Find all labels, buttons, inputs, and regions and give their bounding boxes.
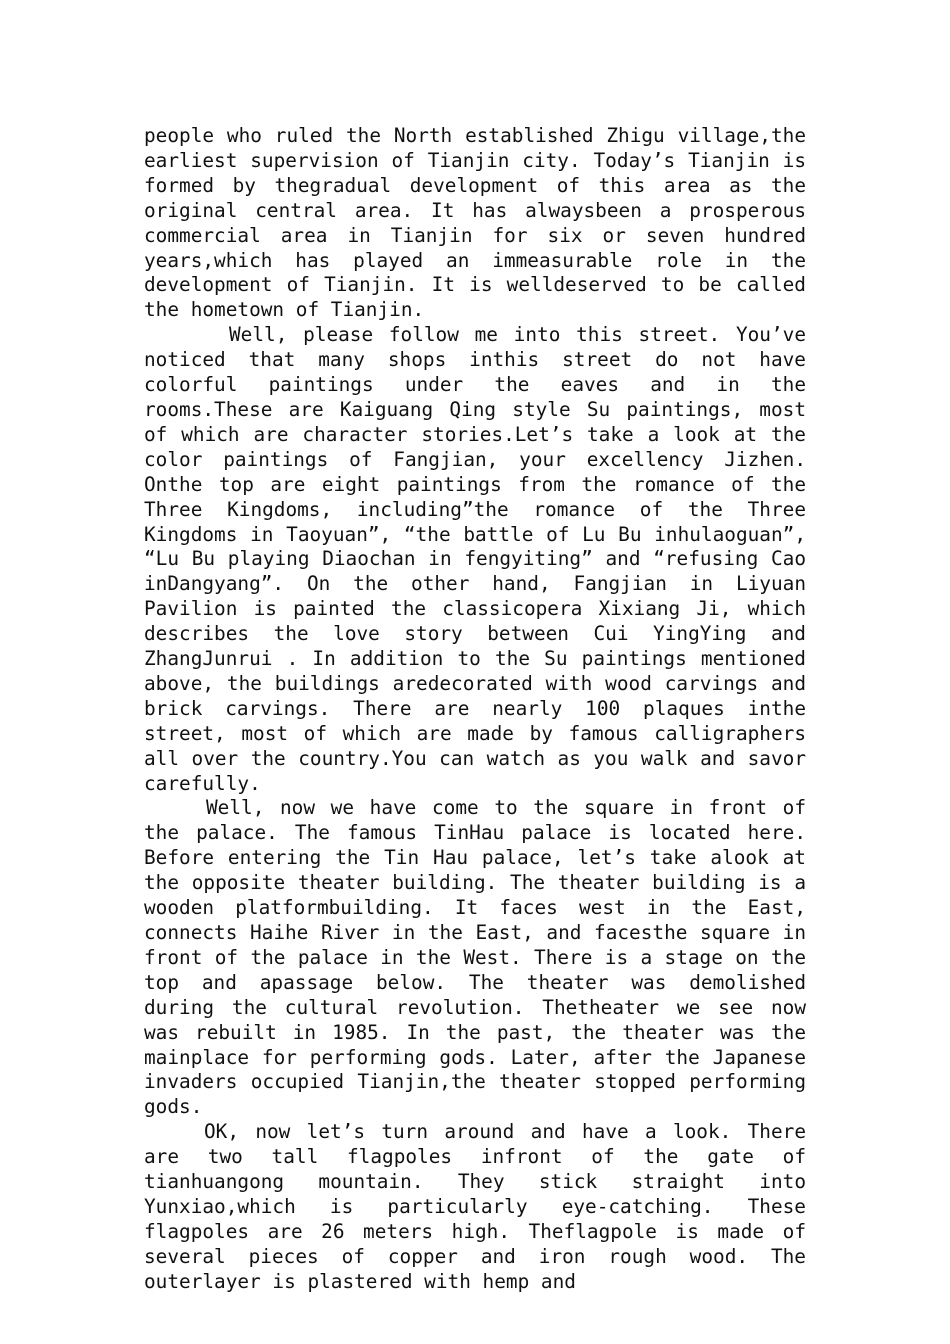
paragraph-3: Well, now we have come to the square in front of the palace. The famous TinHau palace is located here. Before entering the Tin Hau palace, let’s take alook at the opposite theater building. The theater building is a wooden platformbuilding. It faces west in the East, connects Haihe River in the East, and facesthe square in front of the palace in the West. There is a stage on the top and apassage below. The theater was demolished during the cultural revolution. Thetheater we see now was rebuilt in 1985. In the past, the theater was the mainplace for performing gods. Later, after the Japanese invaders occupied Tianjin,the theater stopped performing gods. <box>144 796 806 1119</box>
paragraph-1: people who ruled the North established Zhigu village,the earliest supervision of Tianjin city. Today’s Tianjin is formed by thegradual development of this area as the original central area. It has alwaysbeen a prosperous commercial area in Tianjin for six or seven hundred years,which has played an immeasurable role in the development of Tianjin. It is welldeserved to be called the hometown of Tianjin. <box>144 124 806 322</box>
paragraph-4: OK, now let’s turn around and have a look. There are two tall flagpoles infront of the gate of tianhuangong mountain. They stick straight into Yunxiao,which is particularly eye-catching. These flagpoles are 26 meters high. Theflagpole is made of several pieces of copper and iron rough wood. The outerlayer is plastered with hemp and <box>144 1120 806 1293</box>
document-body <box>144 124 806 1295</box>
paragraph-2: Well, please follow me into this street. You’ve noticed that many shops inthis street do not have colorful paintings under the eaves and in the rooms.These are Kaiguang Qing style Su paintings, most of which are character stories.Let’s take a look at the color paintings of Fangjian, your excellency Jizhen. Onthe top are eight paintings from the romance of the Three Kingdoms, including”the romance of the Three Kingdoms in Taoyuan”, “the battle of Lu Bu inhulaoguan”, “Lu Bu playing Diaochan in fengyiting” and “refusing Cao inDangyang”. On the other hand, Fangjian in Liyuan Pavilion is painted the classicopera Xixiang Ji, which describes the love story between Cui YingYing and ZhangJunrui . In addition to the Su paintings mentioned above, the buildings aredecorated with wood carvings and brick carvings. There are nearly 100 plaques inthe street, most of which are made by famous calligraphers all over the country.You can watch as you walk and savor carefully. <box>144 323 806 795</box>
